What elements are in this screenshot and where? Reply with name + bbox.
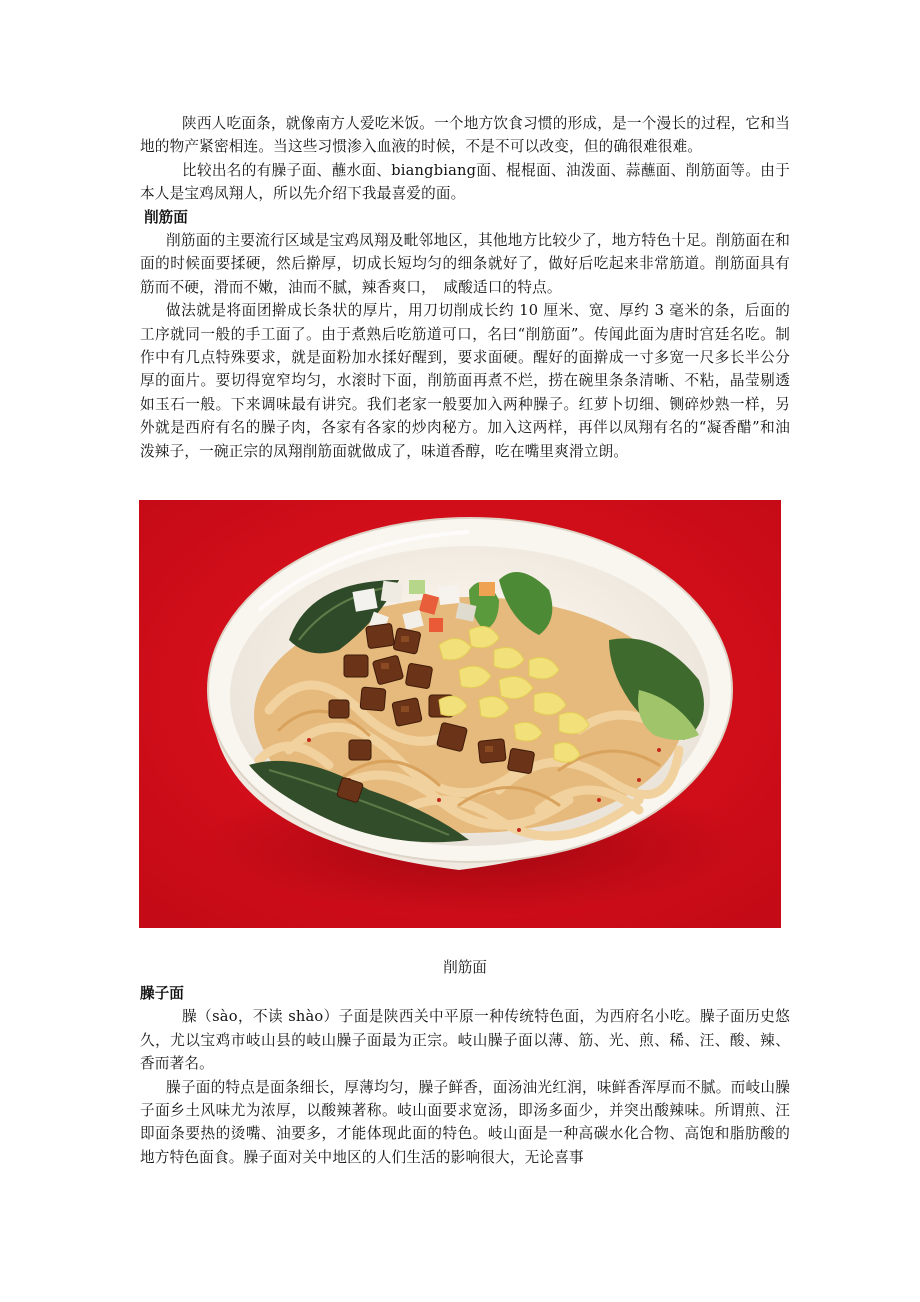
intro-paragraph-2: 比较出名的有臊子面、蘸水面、biangbiang面、棍棍面、油泼面、蒜蘸面、削筋面等。由于本人是宝鸡凤翔人，所以先介绍下我最喜爱的面。 — [140, 161, 790, 203]
intro-and-section1 — [140, 112, 790, 463]
saozi-paragraph-1: 臊（sào，不读 shào）子面是陕西关中平原一种传统特色面，为西府名小吃。臊子面历史悠久，尤以宝鸡市岐山县的岐山臊子面最为正宗。岐山臊子面以薄、筋、光、煎、稀、汪、酸、辣、香而著名。 — [140, 1008, 790, 1073]
section-heading-saozi: 臊子面 — [140, 985, 184, 1002]
noodle-bowl-photo — [139, 500, 781, 928]
xiaojin-paragraph-1: 削筋面的主要流行区域是宝鸡凤翔及毗邻地区，其他地方比较少了，地方特色十足。削筋面在和面的时候面要揉硬，然后擀厚，切成长短均匀的细条就好了，做好后吃起来非常筋道。削筋面具有筋而不硬，滑而不嫩，油而不腻，辣香爽口， 咸酸适口的特点。 — [140, 232, 790, 296]
intro-paragraph-1: 陕西人吃面条，就像南方人爱吃米饭。一个地方饮食习惯的形成，是一个漫长的过程，它和当地的物产紧密相连。当这些习惯渗入血液的时候，不是不可以改变，但的确很难很难。 — [140, 115, 790, 156]
image-caption: 削筋面 — [443, 959, 487, 976]
section-heading-xiaojin: 削筋面 — [144, 208, 188, 226]
section2-saozi — [140, 982, 790, 1169]
saozi-paragraph-2: 臊子面的特点是面条细长，厚薄均匀，臊子鲜香，面汤油光红润，味鲜香浑厚而不腻。而岐山臊子面乡土风味尤为浓厚，以酸辣著称。岐山面要求宽汤，即汤多面少，并突出酸辣味。所谓煎、汪即面条要热的烫嘴、油要多，才能体现此面的特色。岐山面是一种高碳水化合物、高饱和脂肪酸的地方特色面食。臊子面对关中地区的人们生活的影响很大，无论喜事 — [140, 1078, 790, 1166]
xiaojin-paragraph-2: 做法就是将面团擀成长条状的厚片，用刀切削成长约 10 厘米、宽、厚约 3 毫米的条，后面的工序就同一般的手工面了。由于煮熟后吃筋道可口，名曰“削筋面”。传闻此面为唐时宫廷名吃。制作中有几点特殊要求，就是面粉加水揉好醒到，要求面硬。醒好的面擀成一寸多宽一尺多长半公分厚的面片。要切得宽窄均匀，水滚时下面，削筋面再煮不烂，捞在碗里条条清晰、不粘，晶莹剔透如玉石一般。下来调味最有讲究。我们老家一般要加入两种臊子。红萝卜切细、铡碎炒熟一样，另外就是西府有名的臊子肉，各家有各家的炒肉秘方。加入这两样，再伴以凤翔有名的“凝香醋”和油泼辣子，一碗正宗的凤翔削筋面就做成了，味道香醇，吃在嘴里爽滑立朗。 — [140, 302, 790, 460]
noodle-bowl-illustration — [139, 500, 781, 928]
